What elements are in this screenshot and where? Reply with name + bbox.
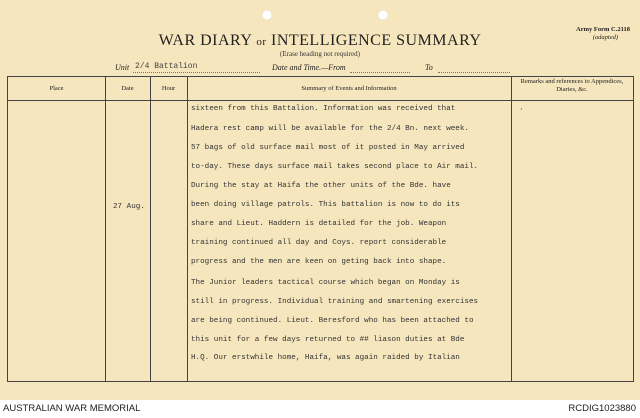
- entry-line: training continued all day and Coys. report considerable: [191, 239, 447, 247]
- remarks-mark: ·: [520, 105, 523, 114]
- to-underline: [438, 72, 510, 73]
- col-date: Date: [121, 85, 134, 92]
- col-remarks: Remarks and references to Appendices, Diaries, &c.: [520, 78, 624, 93]
- from-underline: [350, 72, 410, 73]
- col-place: Place: [49, 85, 64, 92]
- col-hour: Hour: [161, 85, 176, 92]
- form-title: [0, 32, 640, 50]
- unit-label: Unit: [115, 63, 130, 72]
- army-form-number: Army Form C.2118: [576, 26, 630, 33]
- title-war-diary: WAR DIARY: [158, 32, 252, 49]
- entry-line: to-day. These days surface mail takes second place to Air mail.: [191, 163, 479, 171]
- column-rule: [511, 77, 512, 381]
- entry-line: been doing village patrols. This battalion is now to do its: [191, 201, 460, 209]
- punch-hole: [378, 10, 388, 20]
- entry-line: still in progress. Individual training and smartening exercises: [191, 298, 479, 306]
- footer-record-id: RCDIG1023880: [568, 403, 636, 414]
- entry-line: are being continued. Lieut. Beresford who has been attached to: [191, 317, 474, 325]
- entry-line: Hadera rest camp will be available for the 2/4 Bn. next week.: [191, 125, 469, 133]
- unit-underline: [133, 72, 260, 73]
- army-form-label: [576, 26, 630, 42]
- unit-field: [115, 63, 129, 72]
- entry-line: this unit for a few days returned to ## liason duties at Bde: [191, 336, 465, 344]
- to-label: To: [425, 63, 433, 72]
- date-time-label: Date and Time.—From: [272, 63, 346, 72]
- col-summary: Summary of Events and Information: [301, 85, 397, 92]
- title-intelligence-summary: INTELLIGENCE SUMMARY: [270, 32, 482, 49]
- entry-line: sixteen from this Battalion. Information was received that: [191, 105, 456, 113]
- entry-line: share and Lieut. Haddern is detailed for the job. Weapon: [191, 220, 447, 228]
- title-or: or: [256, 36, 267, 48]
- footer-institution: AUSTRALIAN WAR MEMORIAL: [3, 403, 141, 414]
- entry-line: H.Q. Our erstwhile home, Haifa, was again raided by Italian: [191, 354, 460, 362]
- entry-date: 27 Aug.: [113, 203, 145, 211]
- entry-line: 57 bags of old surface mail most of it posted in May arrived: [191, 144, 465, 152]
- entry-line: During the stay at Haifa the other units of the Bde. have: [191, 182, 451, 190]
- punch-hole: [262, 10, 272, 20]
- column-rule: [105, 77, 106, 381]
- entry-line: progress and the men are keen on geting back into shape.: [191, 258, 447, 266]
- column-rule: [150, 77, 151, 381]
- entry-line: The Junior leaders tactical course which began on Monday is: [191, 279, 460, 287]
- army-form-note: (adapted): [592, 34, 618, 41]
- column-rule: [187, 77, 188, 381]
- unit-value: 2/4 Battalion: [135, 62, 198, 71]
- header-rule: [8, 100, 633, 101]
- form-subtitle: (Erase heading not required): [280, 50, 360, 58]
